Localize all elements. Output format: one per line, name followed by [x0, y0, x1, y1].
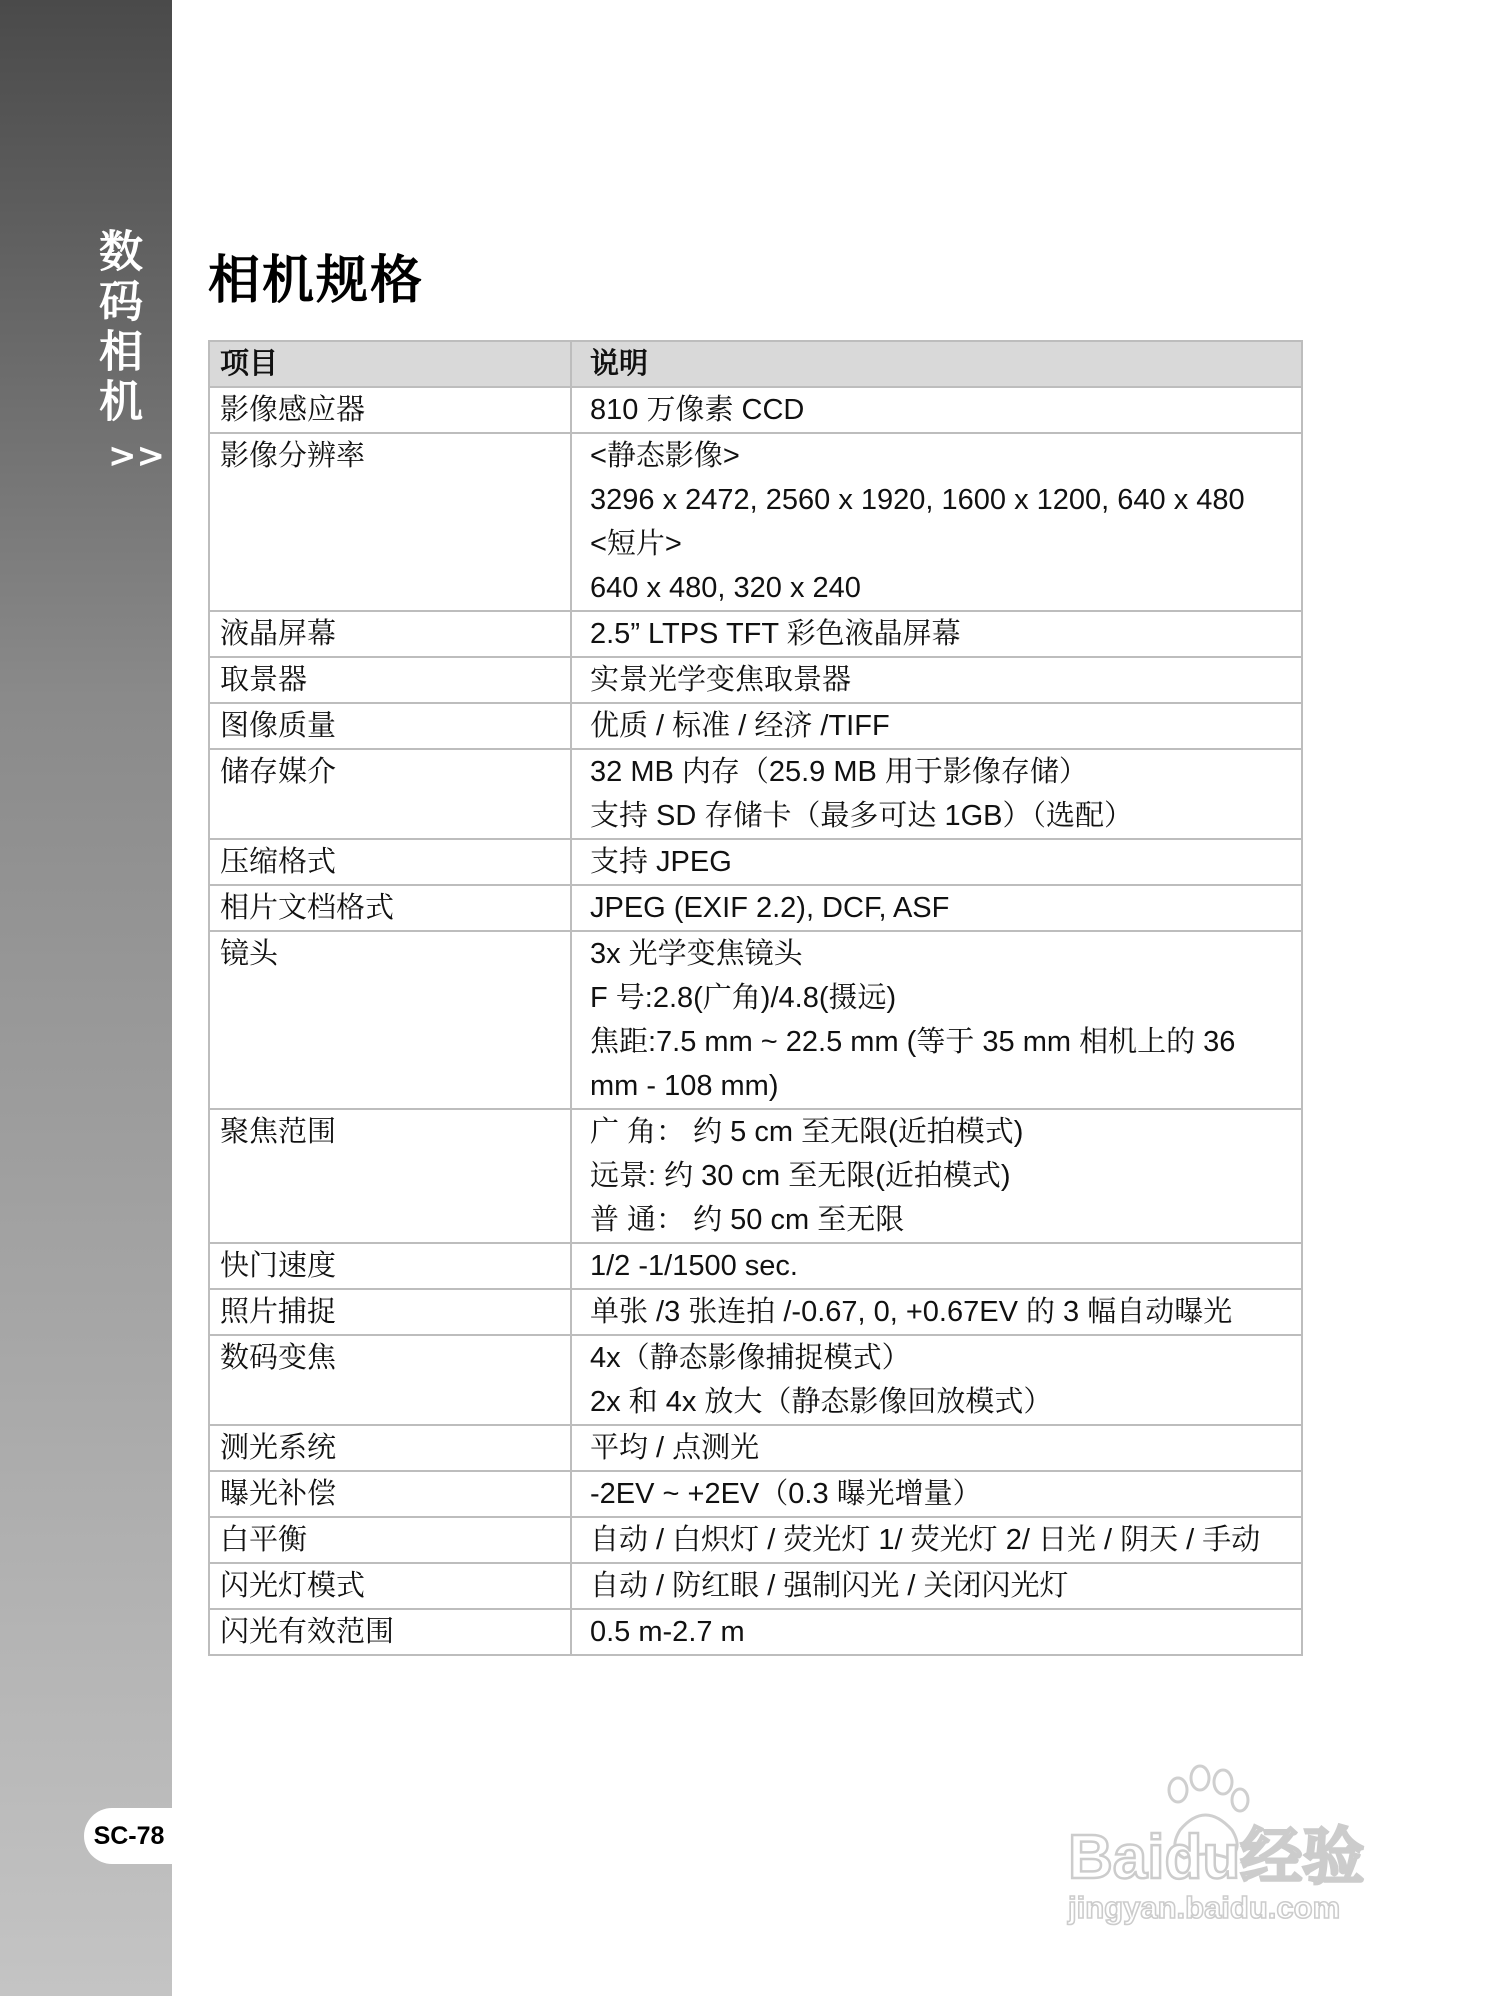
table-row	[209, 1471, 1302, 1517]
spec-description	[571, 433, 1302, 611]
spec-description	[571, 611, 1302, 657]
spec-description-line: 广 角： 约 5 cm 至无限(近拍模式)	[590, 1116, 1024, 1148]
spec-item	[209, 1517, 571, 1563]
spec-item-label: 聚焦范围	[220, 1116, 337, 1148]
spec-description	[571, 387, 1302, 433]
spec-description-line: 远景: 约 30 cm 至无限(近拍模式)	[590, 1160, 1011, 1192]
spec-item-label: 储存媒介	[220, 756, 337, 788]
table-row	[209, 611, 1302, 657]
spec-description	[571, 1609, 1302, 1655]
table-row	[209, 1425, 1302, 1471]
spec-item-label: 影像感应器	[220, 394, 366, 426]
spec-item-label: 照片捕捉	[220, 1296, 337, 1328]
spec-description-line: 自动 / 防红眼 / 强制闪光 / 关闭闪光灯	[590, 1570, 1069, 1602]
spec-item-label: 图像质量	[220, 710, 337, 742]
table-row	[209, 703, 1302, 749]
spec-table-body	[209, 387, 1302, 1655]
spec-description-line: 平均 / 点测光	[590, 1432, 760, 1464]
spec-item-label: 白平衡	[220, 1524, 308, 1556]
spec-description-line: JPEG (EXIF 2.2), DCF, ASF	[590, 892, 950, 924]
spec-item	[209, 1609, 571, 1655]
spec-description-line: 普 通： 约 50 cm 至无限	[590, 1204, 905, 1236]
table-row	[209, 885, 1302, 931]
spec-item-label: 液晶屏幕	[220, 618, 337, 650]
spec-description-line: <短片>	[590, 528, 682, 560]
spec-item-label: 闪光灯模式	[220, 1570, 366, 1602]
spec-item-label: 取景器	[220, 664, 308, 696]
table-row	[209, 749, 1302, 839]
table-row	[209, 1335, 1302, 1425]
spec-description-line: 1/2 -1/1500 sec.	[590, 1250, 798, 1282]
spec-item-label: 测光系统	[220, 1432, 337, 1464]
spec-description-line: 4x（静态影像捕捉模式）	[590, 1342, 911, 1374]
spec-item	[209, 387, 571, 433]
spec-description	[571, 1335, 1302, 1425]
spec-description	[571, 931, 1302, 1109]
table-row	[209, 1243, 1302, 1289]
table-row	[209, 1289, 1302, 1335]
spec-description-line: 810 万像素 CCD	[590, 394, 805, 426]
spec-description-line: 32 MB 内存（25.9 MB 用于影像存储）	[590, 756, 1088, 788]
spec-item-label: 相片文档格式	[220, 892, 395, 924]
spec-description	[571, 1517, 1302, 1563]
column-header-desc: 说明	[571, 341, 1302, 387]
spec-item-label: 闪光有效范围	[220, 1616, 395, 1648]
spec-item	[209, 1335, 571, 1425]
spec-item	[209, 1471, 571, 1517]
spec-description-line: F 号:2.8(广角)/4.8(摄远)	[590, 982, 897, 1014]
section-title-vertical: 数码相机	[91, 228, 142, 428]
table-row	[209, 1563, 1302, 1609]
spec-description-line: 实景光学变焦取景器	[590, 664, 852, 696]
spec-item	[209, 1243, 571, 1289]
spec-item-label: 曝光补偿	[220, 1478, 337, 1510]
spec-description-line: 单张 /3 张连拍 /-0.67, 0, +0.67EV 的 3 幅自动曝光	[590, 1296, 1233, 1328]
spec-description-line: 焦距:7.5 mm ~ 22.5 mm (等于 35 mm 相机上的 36	[590, 1026, 1236, 1058]
spec-item	[209, 885, 571, 931]
spec-description	[571, 749, 1302, 839]
page-number: SC-78	[84, 1808, 174, 1864]
spec-item-label: 镜头	[220, 938, 279, 970]
spec-description	[571, 1243, 1302, 1289]
spec-table	[208, 340, 1303, 1656]
spec-item-label: 压缩格式	[220, 846, 337, 878]
spec-description	[571, 1471, 1302, 1517]
spec-item	[209, 839, 571, 885]
spec-description-line: 优质 / 标准 / 经济 /TIFF	[590, 710, 890, 742]
table-row	[209, 1609, 1302, 1655]
spec-description	[571, 1109, 1302, 1243]
spec-description	[571, 885, 1302, 931]
spec-description	[571, 1563, 1302, 1609]
spec-description-line: 支持 JPEG	[590, 846, 732, 878]
page-title: 相机规格	[208, 251, 425, 311]
table-row	[209, 657, 1302, 703]
spec-description-line: 3x 光学变焦镜头	[590, 938, 803, 970]
table-header-row	[209, 341, 1302, 387]
table-row	[209, 387, 1302, 433]
spec-item-label: 快门速度	[220, 1250, 337, 1282]
column-header-item: 项目	[209, 341, 571, 387]
spec-item	[209, 611, 571, 657]
spec-description	[571, 839, 1302, 885]
spec-item	[209, 1563, 571, 1609]
spec-item	[209, 1109, 571, 1243]
spec-item	[209, 749, 571, 839]
spec-description-line: -2EV ~ +2EV（0.3 曝光增量）	[590, 1478, 982, 1510]
spec-description-line: 2x 和 4x 放大（静态影像回放模式）	[590, 1386, 1053, 1418]
spec-item	[209, 703, 571, 749]
spec-description-line: 3296 x 2472, 2560 x 1920, 1600 x 1200, 640 x 480	[590, 484, 1245, 516]
table-row	[209, 1109, 1302, 1243]
spec-item-label: 影像分辨率	[220, 440, 366, 472]
spec-description	[571, 1425, 1302, 1471]
spec-item	[209, 931, 571, 1109]
spec-description-line: 0.5 m-2.7 m	[590, 1616, 745, 1648]
chevron-right-icon: >>	[108, 436, 165, 476]
table-row	[209, 1517, 1302, 1563]
table-row	[209, 433, 1302, 611]
spec-description	[571, 657, 1302, 703]
spec-item	[209, 433, 571, 611]
spec-item	[209, 1289, 571, 1335]
watermark-url: jingyan.baidu.com	[1068, 1890, 1341, 1925]
spec-item	[209, 1425, 571, 1471]
watermark-logo: Baidu经验	[1068, 1823, 1365, 1892]
spec-description-line: <静态影像>	[590, 440, 740, 472]
table-row	[209, 839, 1302, 885]
spec-description-line: 2.5” LTPS TFT 彩色液晶屏幕	[590, 618, 961, 650]
spec-item-label: 数码变焦	[220, 1342, 337, 1374]
spec-description-line: 640 x 480, 320 x 240	[590, 572, 861, 604]
spec-description	[571, 703, 1302, 749]
spec-description-line: 自动 / 白炽灯 / 荧光灯 1/ 荧光灯 2/ 日光 / 阴天 / 手动	[590, 1524, 1261, 1556]
spec-item	[209, 657, 571, 703]
spec-description-line: 支持 SD 存储卡（最多可达 1GB）（选配）	[590, 800, 1133, 832]
spec-description-line: mm - 108 mm)	[590, 1070, 779, 1102]
table-row	[209, 931, 1302, 1109]
spec-description	[571, 1289, 1302, 1335]
baidu-watermark	[1060, 1760, 1440, 1930]
